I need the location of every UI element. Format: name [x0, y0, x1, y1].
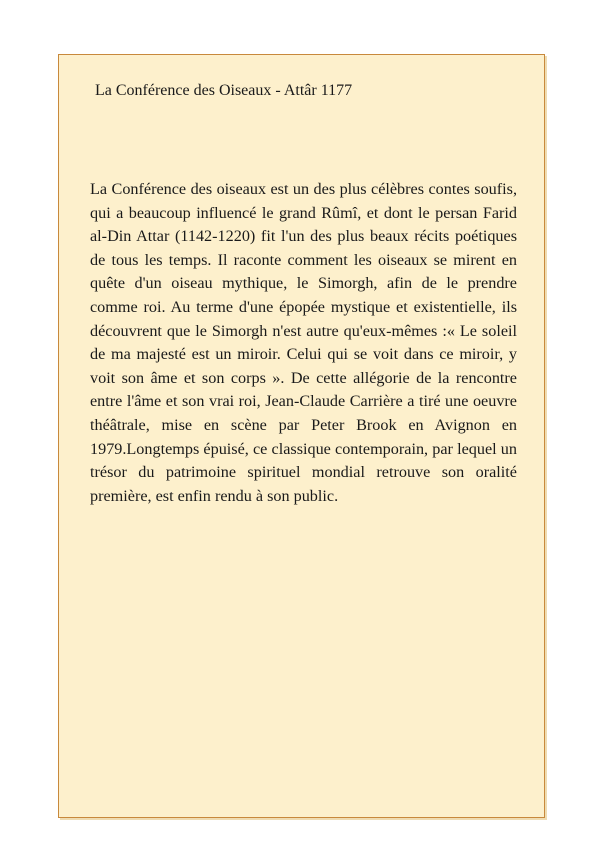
document-title: La Conférence des Oiseaux - Attâr 1177	[95, 82, 353, 99]
text-card	[58, 54, 545, 818]
document-body: La Conférence des oiseaux est un des plus célèbres contes soufis, qui a beaucoup influencé le grand Rûmî, et dont le persan Farid al-Din Attar (1142-1220) fit l'un des plus beaux récits poétiques de tous les temps. Il raconte comment les oiseaux se mirent en quête d'un oiseau mythique, le Simorgh, afin de le prendre comme roi. Au terme d'une épopée mystique et existentielle, ils découvrent que le Simorgh n'est autre qu'eux-mêmes :« Le soleil de ma majesté est un miroir. Celui qui se voit dans ce miroir, y voit son âme et son corps ». De cette allégorie de la rencontre entre l'âme et son vrai roi, Jean-Claude Carrière a tiré une oeuvre théâtrale, mise en scène par Peter Brook en Avignon en 1979.Longtemps épuisé, ce classique contemporain, par lequel un trésor du patrimoine spirituel mondial retrouve son oralité première, est enfin rendu à son public.	[90, 180, 517, 505]
